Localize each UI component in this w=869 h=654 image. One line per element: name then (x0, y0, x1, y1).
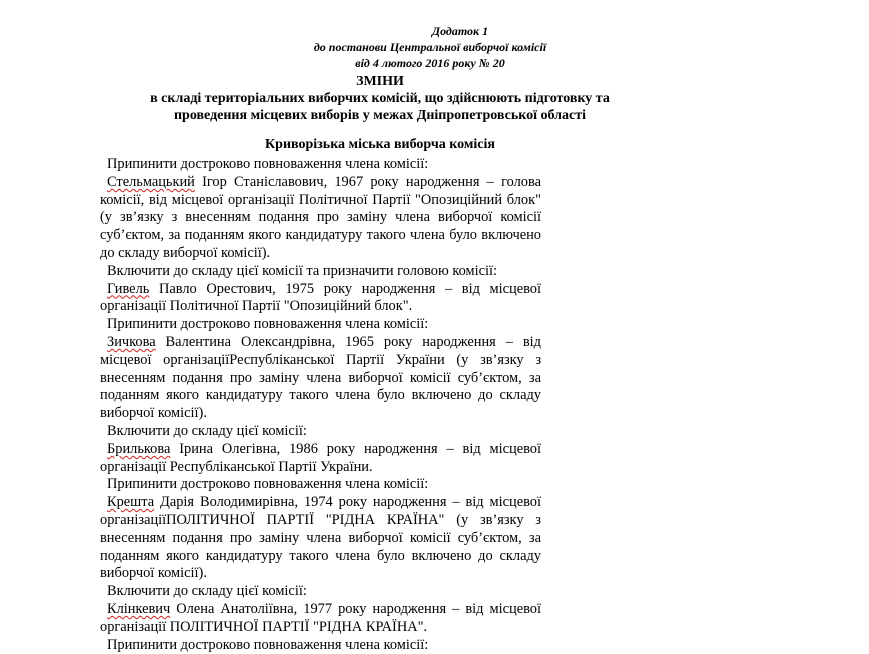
document-subtitle-line-1: в складі територіальних виборчих комісій, що здійснюють підготовку та (150, 91, 610, 106)
action-paragraph: Включити до складу цієї комісії та призначити головою комісії: (107, 262, 498, 279)
member-paragraph (100, 494, 541, 583)
member-paragraph (100, 334, 541, 423)
action-paragraph: Припинити достроково повноваження члена комісії: (107, 156, 429, 172)
appendix-date: від 4 лютого 2016 року № 20 (355, 56, 505, 70)
action-paragraph: Припинити достроково повноваження члена комісії: (107, 316, 429, 333)
member-surname: Зичкова (107, 333, 156, 350)
appendix-number: Додаток 1 (431, 24, 489, 38)
member-surname: Клінкевич (107, 600, 171, 617)
member-details: Ірина Олегівна, 1986 року народження – від місцевої організації Республіканської Партії України. (100, 440, 541, 475)
appendix-note (300, 23, 560, 71)
document-heading (100, 73, 660, 124)
member-details: Ігор Станіславович, 1967 року народження – голова комісії, від місцевої організації Політичної Партії "Опозиційний блок" (у зв’язку з внесенням подання про заміну члена виборчої комісії суб’єктом, за поданням якого кандидатуру такого члена було включено до складу виборчої комісії). (100, 173, 541, 261)
document-subtitle-line-2: проведення місцевих виборів у межах Дніпропетровської області (173, 108, 587, 123)
member-details: Павло Орестович, 1975 року народження – від місцевої організації Політичної Партії "Опозиційний блок". (100, 280, 541, 315)
member-details: Дарія Володимирівна, 1974 року народження – від місцевої організаціїПОЛІТИЧНОЇ ПАРТІЇ "РІДНА КРАЇНА" (у зв’язку з внесенням подання про заміну члена виборчої комісії суб’єктом, за поданням якого кандидатуру такого члена було включено до складу виборчої комісії). (100, 494, 541, 582)
member-paragraph (100, 174, 541, 263)
member-surname: Гивель (107, 280, 150, 297)
member-surname: Брилькова (107, 440, 171, 457)
member-details: Олена Анатоліївна, 1977 року народження – від місцевої організації ПОЛІТИЧНОЇ ПАРТІЇ "РІДНА КРАЇНА". (100, 600, 541, 635)
commission-title: Криворізька міська виборча комісія (265, 137, 495, 152)
document-title: ЗМІНИ (356, 74, 404, 89)
member-paragraph (100, 601, 541, 637)
action-paragraph: Припинити достроково повноваження члена комісії: (107, 476, 429, 493)
member-paragraph (100, 441, 541, 477)
document-body (100, 156, 541, 654)
action-paragraph: Припинити достроково повноваження члена комісії: (107, 636, 429, 653)
action-paragraph: Включити до складу цієї комісії: (107, 583, 307, 600)
member-surname: Стельмацький (107, 173, 195, 190)
member-surname: Крешта (107, 494, 155, 511)
action-paragraph: Включити до складу цієї комісії: (107, 422, 307, 439)
member-details: Валентина Олександрівна, 1965 року народження – від місцевої організаціїРеспубліканської Партії України (у зв’язку з внесенням подання про заміну члена виборчої комісії суб’єктом, за поданням якого кандидатуру такого члена було включено до складу виборчої комісії). (100, 333, 541, 422)
appendix-resolution: до постанови Центральної виборчої комісії (313, 40, 547, 54)
member-paragraph (100, 281, 541, 317)
